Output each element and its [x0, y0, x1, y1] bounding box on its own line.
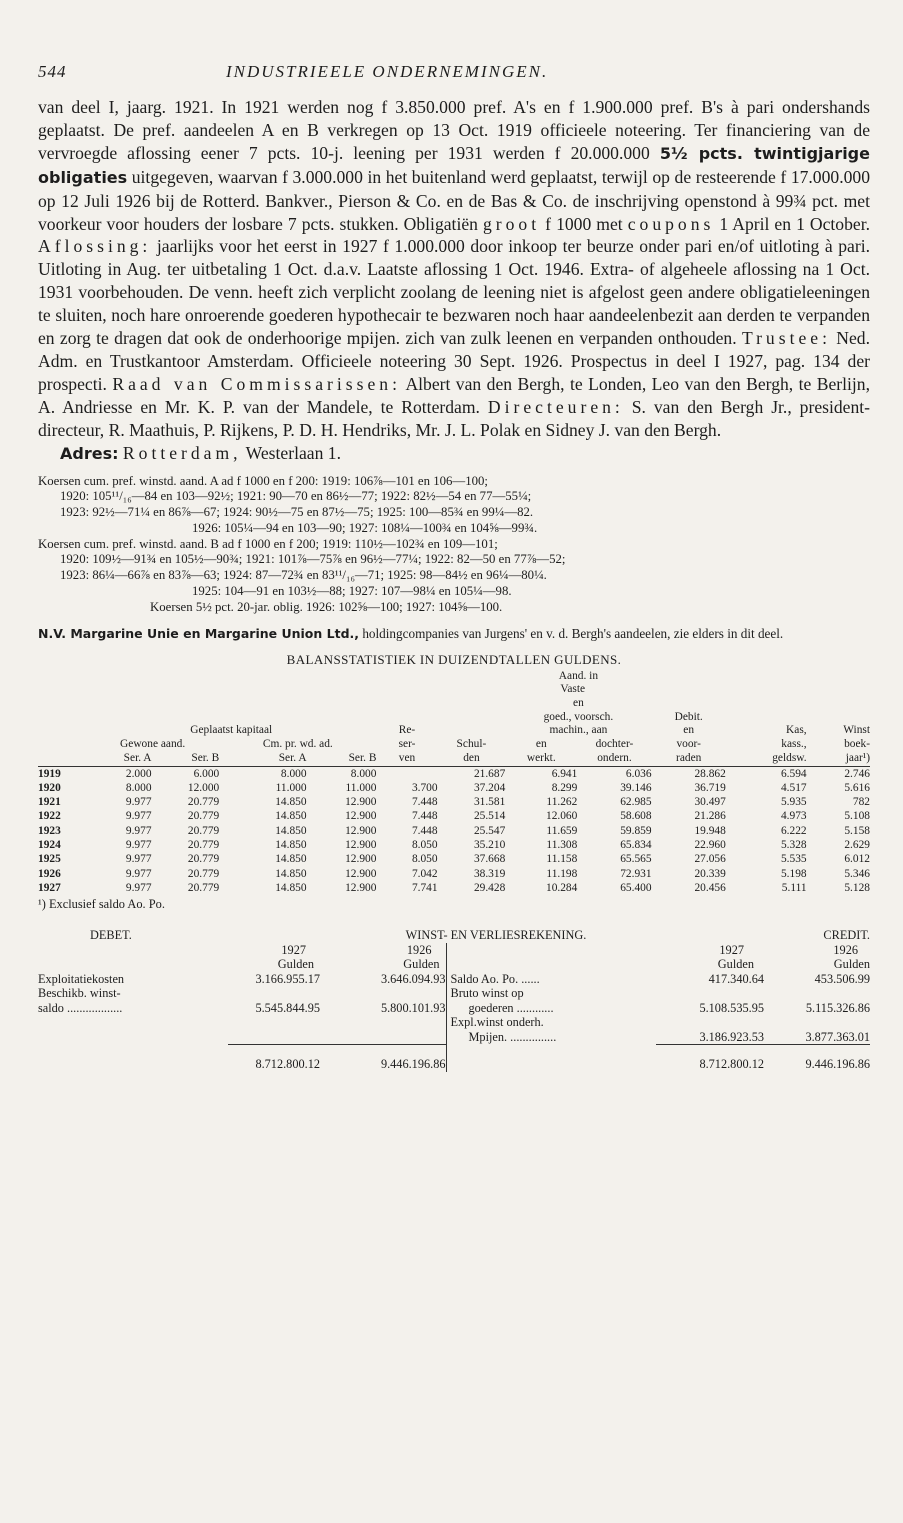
table-cell: 28.862 — [694, 767, 726, 780]
table-cell: 72.931 — [620, 867, 652, 880]
row-year: 1925 — [38, 853, 61, 866]
text-segment: f 1000 met — [545, 213, 623, 234]
table-cell: 11.659 — [546, 824, 578, 837]
table-cell: 11.000 — [275, 781, 307, 794]
running-header — [38, 48, 870, 81]
table-cell: 12.900 — [345, 839, 377, 852]
table-cell: 4.973 — [780, 810, 807, 823]
col-head: voor- — [676, 738, 701, 751]
page-number: 544 — [38, 62, 67, 81]
pl-label: Saldo Ao. Po. ...... — [446, 972, 656, 987]
table-cell: 27.056 — [694, 853, 726, 866]
table-cell: 20.339 — [694, 867, 726, 880]
table-cell: 14.850 — [275, 839, 307, 852]
quote-line: Koersen cum. pref. winstd. aand. A ad f 1000 en f 200: 1919: 106⅞—101 en 106—100; — [38, 473, 488, 488]
bold-phrase-obligaties: 5½ pcts. twintigjarige obligaties — [38, 143, 870, 187]
col-head: Cm. pr. wd. ad. — [262, 738, 333, 751]
table-cell: 21.286 — [694, 810, 726, 823]
quote-line: 1925: 104—91 en 103½—88; 1927: 107—98¼ en 105¼—98. — [192, 584, 512, 599]
col-head: en — [683, 724, 695, 737]
pl-total: 9.446.196.86 — [764, 1045, 870, 1072]
table-cell: 35.210 — [473, 839, 506, 852]
table-cell: 5.535 — [780, 853, 807, 866]
table-cell: 2.746 — [844, 767, 870, 780]
col-head: kass., — [781, 738, 807, 751]
col-head: raden — [676, 751, 702, 764]
text-segment: uitgegeven, waarvan f 3.000.000 in het buitenland werd geplaatst, terwijl op de resteerende f 17.000.000 op 12 Juli 1926 bij de Rotterd. Bankver., Pierson & Co. en de Bas & Co. de inschrijving openstond à 99¾ pct. met voorkeur voor houders der losbare 7 pcts. stukken. Obligatiën — [38, 166, 870, 234]
table-cell: 25.547 — [473, 824, 506, 837]
table-cell: 65.834 — [620, 839, 652, 852]
pl-label: Expl.winst onderh. — [446, 1015, 656, 1030]
table-cell: 12.000 — [187, 781, 220, 794]
address-label: Adres: — [60, 443, 119, 463]
pl-value: 5.115.326.86 — [805, 1000, 870, 1015]
spaced-word-raad: Raad van Commissarissen: — [112, 373, 401, 394]
table-row — [38, 781, 870, 795]
credit-label: CREDIT. — [823, 928, 870, 943]
table-cell: 20.779 — [187, 839, 220, 852]
table-cell: 12.900 — [345, 796, 377, 809]
col-head: Schul- — [456, 738, 487, 751]
col-head: Ser. A — [278, 751, 307, 764]
pl-label: goederen ............ — [446, 1001, 656, 1016]
table-cell: 6.036 — [625, 767, 652, 780]
pl-value: 417.340.64 — [708, 971, 764, 986]
table-cell: 6.941 — [551, 767, 578, 780]
table-cell: 65.400 — [620, 881, 652, 894]
address-street: Westerlaan 1. — [245, 442, 341, 463]
table-cell: 8.000 — [350, 767, 377, 780]
table-cell: 3.700 — [411, 781, 438, 794]
page — [38, 48, 870, 1072]
currency-head: Gulden — [277, 957, 314, 972]
spaced-word-coupons: coupons — [627, 213, 715, 234]
pl-value: 5.800.101.93 — [380, 1000, 446, 1015]
table-row — [38, 824, 870, 838]
year-head: 1927 — [281, 942, 306, 957]
table-cell: 22.960 — [694, 839, 726, 852]
col-head: Debit. — [674, 710, 703, 723]
table-cell: 11.262 — [546, 796, 578, 809]
address-city: Rotterdam, — [122, 442, 242, 463]
col-head: Winst — [843, 724, 870, 737]
table-row — [38, 838, 870, 852]
pl-value: 3.186.923.53 — [699, 1029, 764, 1044]
col-head: en — [573, 697, 584, 710]
col-head: dochter- — [595, 738, 634, 751]
table-cell: 21.687 — [473, 767, 506, 780]
table-cell: 12.900 — [345, 881, 377, 894]
table-row — [38, 852, 870, 866]
table-row — [38, 809, 870, 823]
table-cell: 2.000 — [125, 767, 152, 780]
table-cell: 14.850 — [275, 853, 307, 866]
table-cell: 20.779 — [187, 796, 220, 809]
table-cell: 29.428 — [473, 881, 506, 894]
table-row — [38, 867, 870, 881]
table-row — [38, 881, 870, 895]
table-cell: 30.497 — [694, 796, 726, 809]
pl-label: Mpijen. ............... — [446, 1030, 656, 1045]
col-head: en — [535, 738, 547, 751]
pl-title: WINST- EN VERLIESREKENING. — [405, 928, 587, 943]
pl-total: 8.712.800.12 — [656, 1045, 764, 1072]
table-cell: 5.158 — [844, 824, 870, 837]
table-cell: 9.977 — [125, 824, 152, 837]
col-head: den — [463, 751, 480, 764]
row-year: 1927 — [38, 881, 61, 894]
year-head: 1926 — [833, 942, 858, 957]
quote-line: 1923: 86¼—66⅞ en 83⅞—63; 1924: 87—72¾ en 83¹¹/₁₆—71; 1925: 98—84½ en 96¼—80¼. — [60, 568, 547, 583]
year-head: 1927 — [719, 942, 744, 957]
table-cell: 5.616 — [844, 781, 870, 794]
table-row — [38, 795, 870, 809]
col-head: Re- — [398, 724, 416, 737]
table-cell: 11.158 — [546, 853, 578, 866]
pl-value: 5.108.535.95 — [699, 1000, 764, 1015]
table-cell: 9.977 — [125, 810, 152, 823]
col-head: geldsw. — [772, 751, 807, 764]
pl-total: 9.446.196.86 — [320, 1045, 446, 1072]
pl-label: saldo .................. — [38, 1000, 123, 1015]
table-cell: 20.779 — [187, 853, 220, 866]
table-cell: 6.012 — [844, 853, 870, 866]
text-segment: Albert van den Bergh, te Londen, Leo van den Bergh, te Berlijn, A. Andriesse en Mr. K. P. van der Mandele, te Rotterdam. — [38, 373, 871, 417]
table-cell: 31.581 — [473, 796, 506, 809]
table-cell: 9.977 — [125, 839, 152, 852]
nv-name: N.V. Margarine Unie en Margarine Union Ltd., — [38, 625, 360, 641]
table-cell: 14.850 — [275, 810, 307, 823]
col-head: ven — [398, 751, 416, 764]
table-cell: 9.977 — [125, 881, 152, 894]
quote-line: 1920: 105¹¹/₁₆—84 en 103—92½; 1921: 90—70 en 86½—77; 1922: 82½—54 en 77—55¼; — [60, 489, 532, 504]
table-cell: 10.284 — [546, 881, 578, 894]
address-line — [38, 442, 870, 466]
col-head: machin., aan — [549, 724, 608, 737]
table-cell: 20.456 — [694, 881, 726, 894]
col-head: jaar¹) — [845, 751, 870, 764]
spaced-word-groot: groot — [482, 213, 541, 234]
table-cell: 5.935 — [780, 796, 807, 809]
table-cell: 9.977 — [125, 796, 152, 809]
table-cell: 11.000 — [345, 781, 377, 794]
table-cell: 11.198 — [546, 867, 578, 880]
pl-value: 453.506.99 — [814, 971, 870, 986]
row-year: 1919 — [38, 767, 61, 780]
table-cell: 9.977 — [125, 867, 152, 880]
table-cell: 2.629 — [844, 839, 870, 852]
balance-footnote: ¹) Exclusief saldo Ao. Po. — [38, 897, 165, 912]
running-title: INDUSTRIEELE ONDERNEMINGEN. — [226, 62, 549, 81]
table-cell: 4.517 — [780, 781, 807, 794]
row-year: 1924 — [38, 839, 61, 852]
table-cell: 8.000 — [125, 781, 152, 794]
table-cell: 37.668 — [473, 853, 506, 866]
table-cell: 19.948 — [694, 824, 726, 837]
table-cell: 7.042 — [411, 867, 438, 880]
table-cell: 5.198 — [780, 867, 807, 880]
table-cell: 6.000 — [193, 767, 220, 780]
table-cell: 14.850 — [275, 881, 307, 894]
text-segment: Ned. Adm. en Trustkantoor Amsterdam. Officieele noteering 30 Sept. 1926. Prospectus in deel I 1927, pag. 134 der prospecti. — [38, 328, 870, 394]
table-cell: 58.608 — [620, 810, 652, 823]
table-cell: 59.859 — [620, 824, 652, 837]
table-cell: 5.346 — [844, 867, 870, 880]
pl-label: Beschikb. winst- — [38, 986, 121, 1001]
table-cell: 38.319 — [473, 867, 506, 880]
text-segment: S. van den Bergh Jr., president-directeur, R. Maathuis, P. Rijkens, P. D. H. Hendriks, Mr. J. L. Polak en Sidney J. van den Bergh. — [38, 396, 871, 440]
pl-label: Bruto winst op — [446, 986, 656, 1001]
col-head: Gewone aand. — [120, 738, 186, 751]
col-head: ser- — [398, 738, 416, 751]
table-cell: 20.779 — [187, 867, 220, 880]
pl-value: 3.166.955.17 — [255, 971, 320, 986]
col-head: Ser. A — [123, 751, 152, 764]
table-cell: 20.779 — [187, 881, 220, 894]
row-year: 1922 — [38, 810, 61, 823]
currency-head: Gulden — [833, 957, 870, 972]
table-cell: 7.741 — [411, 881, 438, 894]
table-cell: 8.299 — [551, 781, 578, 794]
currency-head: Gulden — [403, 957, 440, 972]
table-cell: 36.719 — [694, 781, 726, 794]
row-year: 1920 — [38, 781, 61, 794]
table-cell — [376, 766, 437, 781]
spaced-word-trustee: Trustee: — [741, 328, 831, 349]
table-cell: 11.308 — [546, 839, 578, 852]
table-cell: 5.108 — [844, 810, 870, 823]
table-row — [38, 766, 870, 781]
quote-line: Koersen cum. pref. winstd. aand. B ad f 1000 en f 200; 1919: 110½—102¾ en 109—101; — [38, 536, 498, 551]
text-segment: jaarlijks voor het eerst in 1927 f 1.000.000 door inkoop ter beurze onder pari en/of uitloting à pari. Uitloting in Aug. ter uitbetaling 1 Oct. d.a.v. Laatste aflossing 1 Oct. 1946. Extra- of algeheele aflossing na 1 Oct. 1931 voorbehouden. De venn. heeft zich verplicht zoolang de leening niet is afgelost geen andere obligatieleeningen te sluiten, noch hare onroerende goederen hypothecair te bezwaren noch haar aandeelenbezit aan derden te verpanden en zorg te dragen dat ook de onderhoorige mpijen. zich van zulk leenen en verpanden onthouden. — [38, 236, 870, 349]
table-cell: 20.779 — [187, 810, 220, 823]
price-quotes — [38, 474, 870, 616]
table-cell: 8.050 — [411, 839, 438, 852]
col-head: goed., voorsch. — [543, 710, 614, 723]
table-cell: 6.222 — [780, 824, 807, 837]
quote-line: Koersen 5½ pct. 20-jar. oblig. 1926: 102⅝—100; 1927: 104⅝—100. — [150, 599, 503, 614]
quote-line: 1923: 92½—71¼ en 86⅞—67; 1924: 90½—75 en 87½—75; 1925: 100—85¾ en 99¼—82. — [60, 505, 534, 520]
col-head: Ser. B — [191, 751, 220, 764]
row-year: 1923 — [38, 824, 61, 837]
table-cell: 7.448 — [411, 824, 438, 837]
main-paragraph — [38, 96, 870, 466]
row-year: 1926 — [38, 867, 61, 880]
pl-total: 8.712.800.12 — [228, 1045, 320, 1072]
table-cell: 5.328 — [780, 839, 807, 852]
table-cell: 12.900 — [345, 867, 377, 880]
table-cell: 14.850 — [275, 867, 307, 880]
table-cell: 5.128 — [844, 881, 870, 894]
year-head: 1926 — [406, 942, 432, 957]
col-head: werkt. — [526, 751, 556, 764]
balance-table — [38, 670, 870, 896]
pl-label: Exploitatiekosten — [38, 971, 125, 986]
pl-value: 3.646.094.93 — [380, 971, 446, 986]
text-segment: 1 April en 1 October. — [719, 213, 870, 234]
col-head: boek- — [844, 738, 870, 751]
quote-line: 1920: 109½—91¾ en 105½—90¾; 1921: 101⅞—75⅞ en 96½—77¼; 1922: 82—50 en 77⅞—52; — [60, 552, 566, 567]
spaced-word-aflossing: Aflossing: — [38, 236, 152, 257]
table-cell: 14.850 — [275, 824, 307, 837]
table-cell: 8.000 — [280, 767, 307, 780]
table-cell: 7.448 — [411, 796, 438, 809]
text-segment: van deel I, jaarg. 1921. In 1921 werden nog f 3.850.000 pref. A's en f 1.900.000 pref. B's à pari ondershands geplaatst. De pref. aandeelen A en B verkregen op 13 Oct. 1919 officieele noteering. Ter financiering van de vervroegde aflossing eener 7 pcts. 10-j. leening per 1931 werden f 20.000.000 — [38, 97, 870, 163]
col-head: Kas, — [786, 724, 807, 737]
table-cell: 39.146 — [620, 781, 652, 794]
table-cell: 12.900 — [345, 824, 377, 837]
balance-title: BALANSSTATISTIEK IN DUIZENDTALLEN GULDENS. — [286, 651, 622, 667]
col-head: Vaste — [560, 683, 586, 696]
currency-head: Gulden — [717, 957, 754, 972]
row-year: 1921 — [38, 796, 61, 809]
table-cell: 62.985 — [620, 796, 652, 809]
table-cell: 7.448 — [411, 810, 438, 823]
table-cell: 12.060 — [546, 810, 578, 823]
col-head: ondern. — [597, 751, 632, 764]
col-head: Ser. B — [348, 751, 377, 764]
pl-value: 3.877.363.01 — [805, 1029, 870, 1044]
col-head: Aand. in — [558, 669, 599, 682]
nv-text: holdingcompanies van Jurgens' en v. d. Bergh's aandeelen, zie elders in dit deel. — [362, 625, 784, 641]
table-cell: 20.779 — [187, 824, 220, 837]
nv-reference — [38, 626, 870, 642]
table-cell: 6.594 — [780, 767, 807, 780]
table-cell: 8.050 — [411, 853, 438, 866]
table-cell: 782 — [852, 796, 870, 809]
debet-label: DEBET. — [90, 928, 132, 943]
table-cell: 12.900 — [345, 853, 377, 866]
col-head: Geplaatst kapitaal — [190, 724, 273, 737]
table-cell: 25.514 — [473, 810, 506, 823]
table-cell: 5.111 — [781, 881, 807, 894]
table-cell: 14.850 — [275, 796, 307, 809]
spaced-word-directeuren: Directeuren: — [487, 396, 624, 417]
quote-line: 1926: 105¼—94 en 103—90; 1927: 108¼—100¾ en 104⅝—99¾. — [192, 520, 538, 535]
table-cell: 65.565 — [620, 853, 652, 866]
table-cell: 12.900 — [345, 810, 377, 823]
pl-value: 5.545.844.95 — [255, 1000, 320, 1015]
table-cell: 37.204 — [473, 781, 506, 794]
profit-loss-table — [38, 928, 870, 1072]
table-cell: 9.977 — [125, 853, 152, 866]
